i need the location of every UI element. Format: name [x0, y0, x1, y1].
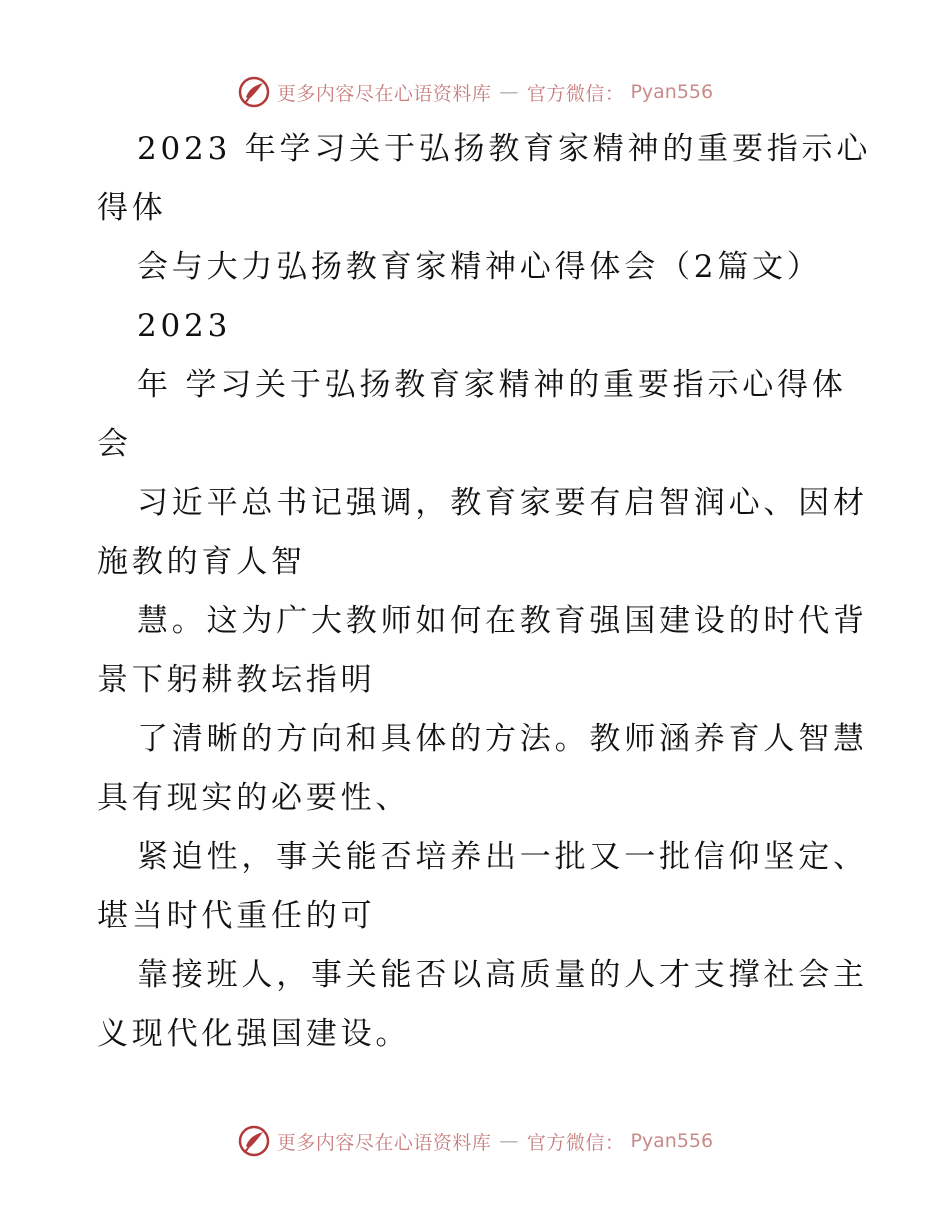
- brand-logo-icon: [237, 75, 271, 109]
- brand-text: 更多内容尽在心语资料库: [276, 1131, 492, 1154]
- brand-dash: —: [499, 1130, 519, 1152]
- document-text: [0, 120, 950, 1064]
- text-line: 堪当时代重任的可: [97, 898, 376, 934]
- contact-label: 官方微信：: [526, 82, 625, 105]
- text-line: 得体: [97, 190, 167, 226]
- text-line: 靠接班人，事关能否以高质量的人才支撑社会主: [137, 957, 868, 993]
- text-line: 会: [97, 426, 132, 462]
- text-line: 了清晰的方向和具体的方法。教师涵养育人智慧: [137, 721, 868, 757]
- text-line: 义现代化强国建设。: [97, 1016, 411, 1052]
- text-line: 慧。这为广大教师如何在教育强国建设的时代背: [137, 603, 868, 639]
- contact-id: Pyan556: [630, 81, 714, 103]
- text-line: 具有现实的必要性、: [97, 780, 411, 816]
- contact-id: Pyan556: [630, 1130, 714, 1152]
- page-footer: [0, 1121, 950, 1161]
- brand-logo-icon: [237, 1124, 271, 1158]
- text-line: 会与大力弘扬教育家精神心得体会（2篇文）: [137, 249, 822, 285]
- brand-text: 更多内容尽在心语资料库: [276, 82, 492, 105]
- text-line: 施教的育人智: [97, 544, 306, 580]
- text-line: 2023 年学习关于弘扬教育家精神的重要指示心: [137, 131, 872, 167]
- text-line: 2023: [137, 308, 232, 344]
- text-line: 景下躬耕教坛指明: [97, 662, 376, 698]
- document-body: [0, 120, 950, 1064]
- text-line: 年 学习关于弘扬教育家精神的重要指示心得体: [137, 367, 847, 403]
- brand-dash: —: [499, 81, 519, 103]
- text-line: 习近平总书记强调，教育家要有启智润心、因材: [137, 485, 868, 521]
- contact-label: 官方微信：: [526, 1131, 625, 1154]
- text-line: 紧迫性，事关能否培养出一批又一批信仰坚定、: [137, 839, 868, 875]
- page-header: [0, 72, 950, 112]
